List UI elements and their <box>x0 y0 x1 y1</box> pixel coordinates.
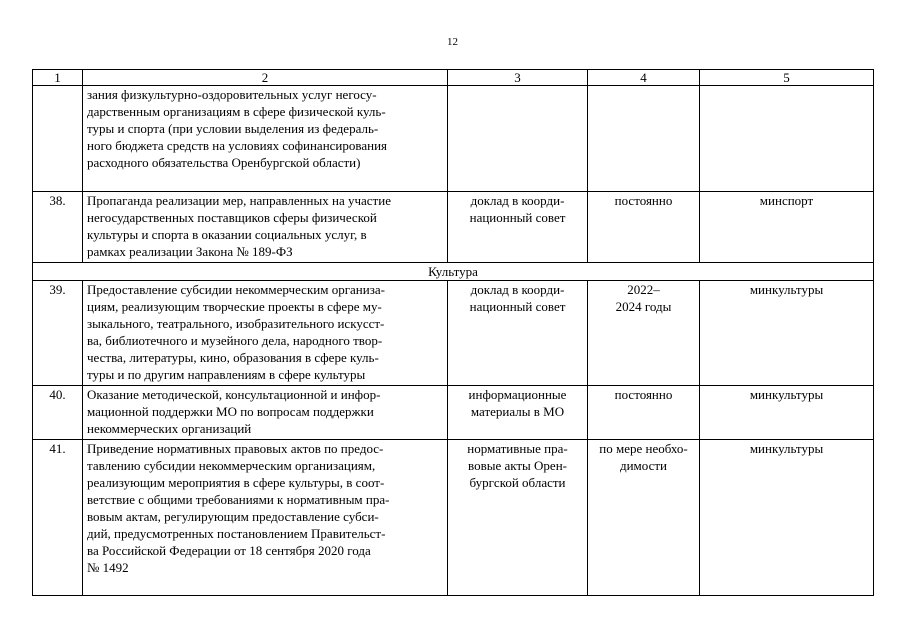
completion-form-cell <box>448 386 588 440</box>
page-number: 12 <box>447 36 458 48</box>
text-line: доклад в коорди- <box>470 282 565 297</box>
row-number-cell: 38. <box>33 192 83 263</box>
text-line: дарственным организациям в сфере физической куль- <box>87 104 386 119</box>
text-line: некоммерческих организаций <box>87 421 252 436</box>
measures-table <box>32 69 874 596</box>
executor-cell <box>700 86 874 192</box>
table-row <box>33 440 874 596</box>
text-line: культуры и спорта в оказании социальных услуг, в <box>87 227 367 242</box>
text-line: ва, библиотечного и музейного дела, народного твор- <box>87 333 383 348</box>
text-line: чества, литературы, кино, образования в сфере куль- <box>87 350 379 365</box>
completion-form-cell <box>448 192 588 263</box>
text-line: зания физкультурно-оздоровительных услуг негосу- <box>87 87 377 102</box>
completion-form-cell <box>448 440 588 596</box>
text-line: мационной поддержки МО по вопросам поддержки <box>87 404 374 419</box>
text-line: негосударственных поставщиков сферы физической <box>87 210 377 225</box>
measure-description-cell <box>83 281 448 386</box>
measure-description-cell <box>83 386 448 440</box>
text-line: 2024 годы <box>615 299 672 314</box>
term-cell <box>588 440 700 596</box>
executor-cell: минспорт <box>700 192 874 263</box>
text-line: нормативные пра- <box>467 441 568 456</box>
section-title: Культура <box>33 263 874 281</box>
text-line: Приведение нормативных правовых актов по предос- <box>87 441 384 456</box>
completion-form-cell <box>448 281 588 386</box>
column-header: 4 <box>588 70 700 86</box>
table-row <box>33 192 874 263</box>
table-row <box>33 386 874 440</box>
text-line: национный совет <box>469 210 566 225</box>
text-line: реализующим мероприятия в сфере культуры, в соот- <box>87 475 385 490</box>
text-line: туры и по другим направлениям в сфере культуры <box>87 367 366 382</box>
text-line: зыкального, театрального, изобразительного искусст- <box>87 316 385 331</box>
measure-description-cell <box>83 440 448 596</box>
text-line: ного бюджета средств на условиях софинансирования <box>87 138 388 153</box>
row-number-cell: 40. <box>33 386 83 440</box>
text-line: дий, предусмотренных постановлением Правительст- <box>87 526 386 541</box>
completion-form-cell <box>448 86 588 192</box>
text-line: информационные <box>468 387 567 402</box>
text-line: по мере необхо- <box>599 441 688 456</box>
text-line: постоянно <box>614 387 673 402</box>
term-cell <box>588 281 700 386</box>
measure-description-cell <box>83 86 448 192</box>
text-line: бургской области <box>469 475 566 490</box>
column-header: 5 <box>700 70 874 86</box>
row-number-cell: 39. <box>33 281 83 386</box>
text-line: доклад в коорди- <box>470 193 565 208</box>
executor-cell: минкультуры <box>700 281 874 386</box>
text-line: вовые акты Орен- <box>468 458 567 473</box>
table-row <box>33 281 874 386</box>
column-header: 3 <box>448 70 588 86</box>
text-line: материалы в МО <box>470 404 565 419</box>
text-line: ва Российской Федерации от 18 сентября 2020 года <box>87 543 371 558</box>
term-cell <box>588 386 700 440</box>
text-line: тавлению субсидии некоммерческим организациям, <box>87 458 376 473</box>
executor-cell: минкультуры <box>700 386 874 440</box>
text-line: 2022– <box>627 282 660 297</box>
section-row <box>33 263 874 281</box>
table-row <box>33 86 874 192</box>
text-line: № 1492 <box>87 560 129 575</box>
column-header: 1 <box>33 70 83 86</box>
text-line: национный совет <box>469 299 566 314</box>
text-line: постоянно <box>614 193 673 208</box>
term-cell <box>588 192 700 263</box>
measure-description-cell <box>83 192 448 263</box>
text-line: вовым актам, регулирующим предоставление субси- <box>87 509 379 524</box>
executor-cell: минкультуры <box>700 440 874 596</box>
row-number-cell <box>33 86 83 192</box>
row-number-cell: 41. <box>33 440 83 596</box>
column-header: 2 <box>83 70 448 86</box>
text-line: Оказание методической, консультационной и инфор- <box>87 387 381 402</box>
text-line: туры и спорта (при условии выделения из федераль- <box>87 121 379 136</box>
text-line: рамках реализации Закона № 189-ФЗ <box>87 244 293 259</box>
text-line: димости <box>619 458 668 473</box>
text-line: ветствие с общими требованиями к нормативным пра- <box>87 492 390 507</box>
text-line: Пропаганда реализации мер, направленных на участие <box>87 193 391 208</box>
text-line: расходного обязательства Оренбургской области) <box>87 155 361 170</box>
term-cell <box>588 86 700 192</box>
table-header-row <box>33 70 874 86</box>
text-line: циям, реализующим творческие проекты в сфере му- <box>87 299 382 314</box>
text-line: Предоставление субсидии некоммерческим организа- <box>87 282 385 297</box>
